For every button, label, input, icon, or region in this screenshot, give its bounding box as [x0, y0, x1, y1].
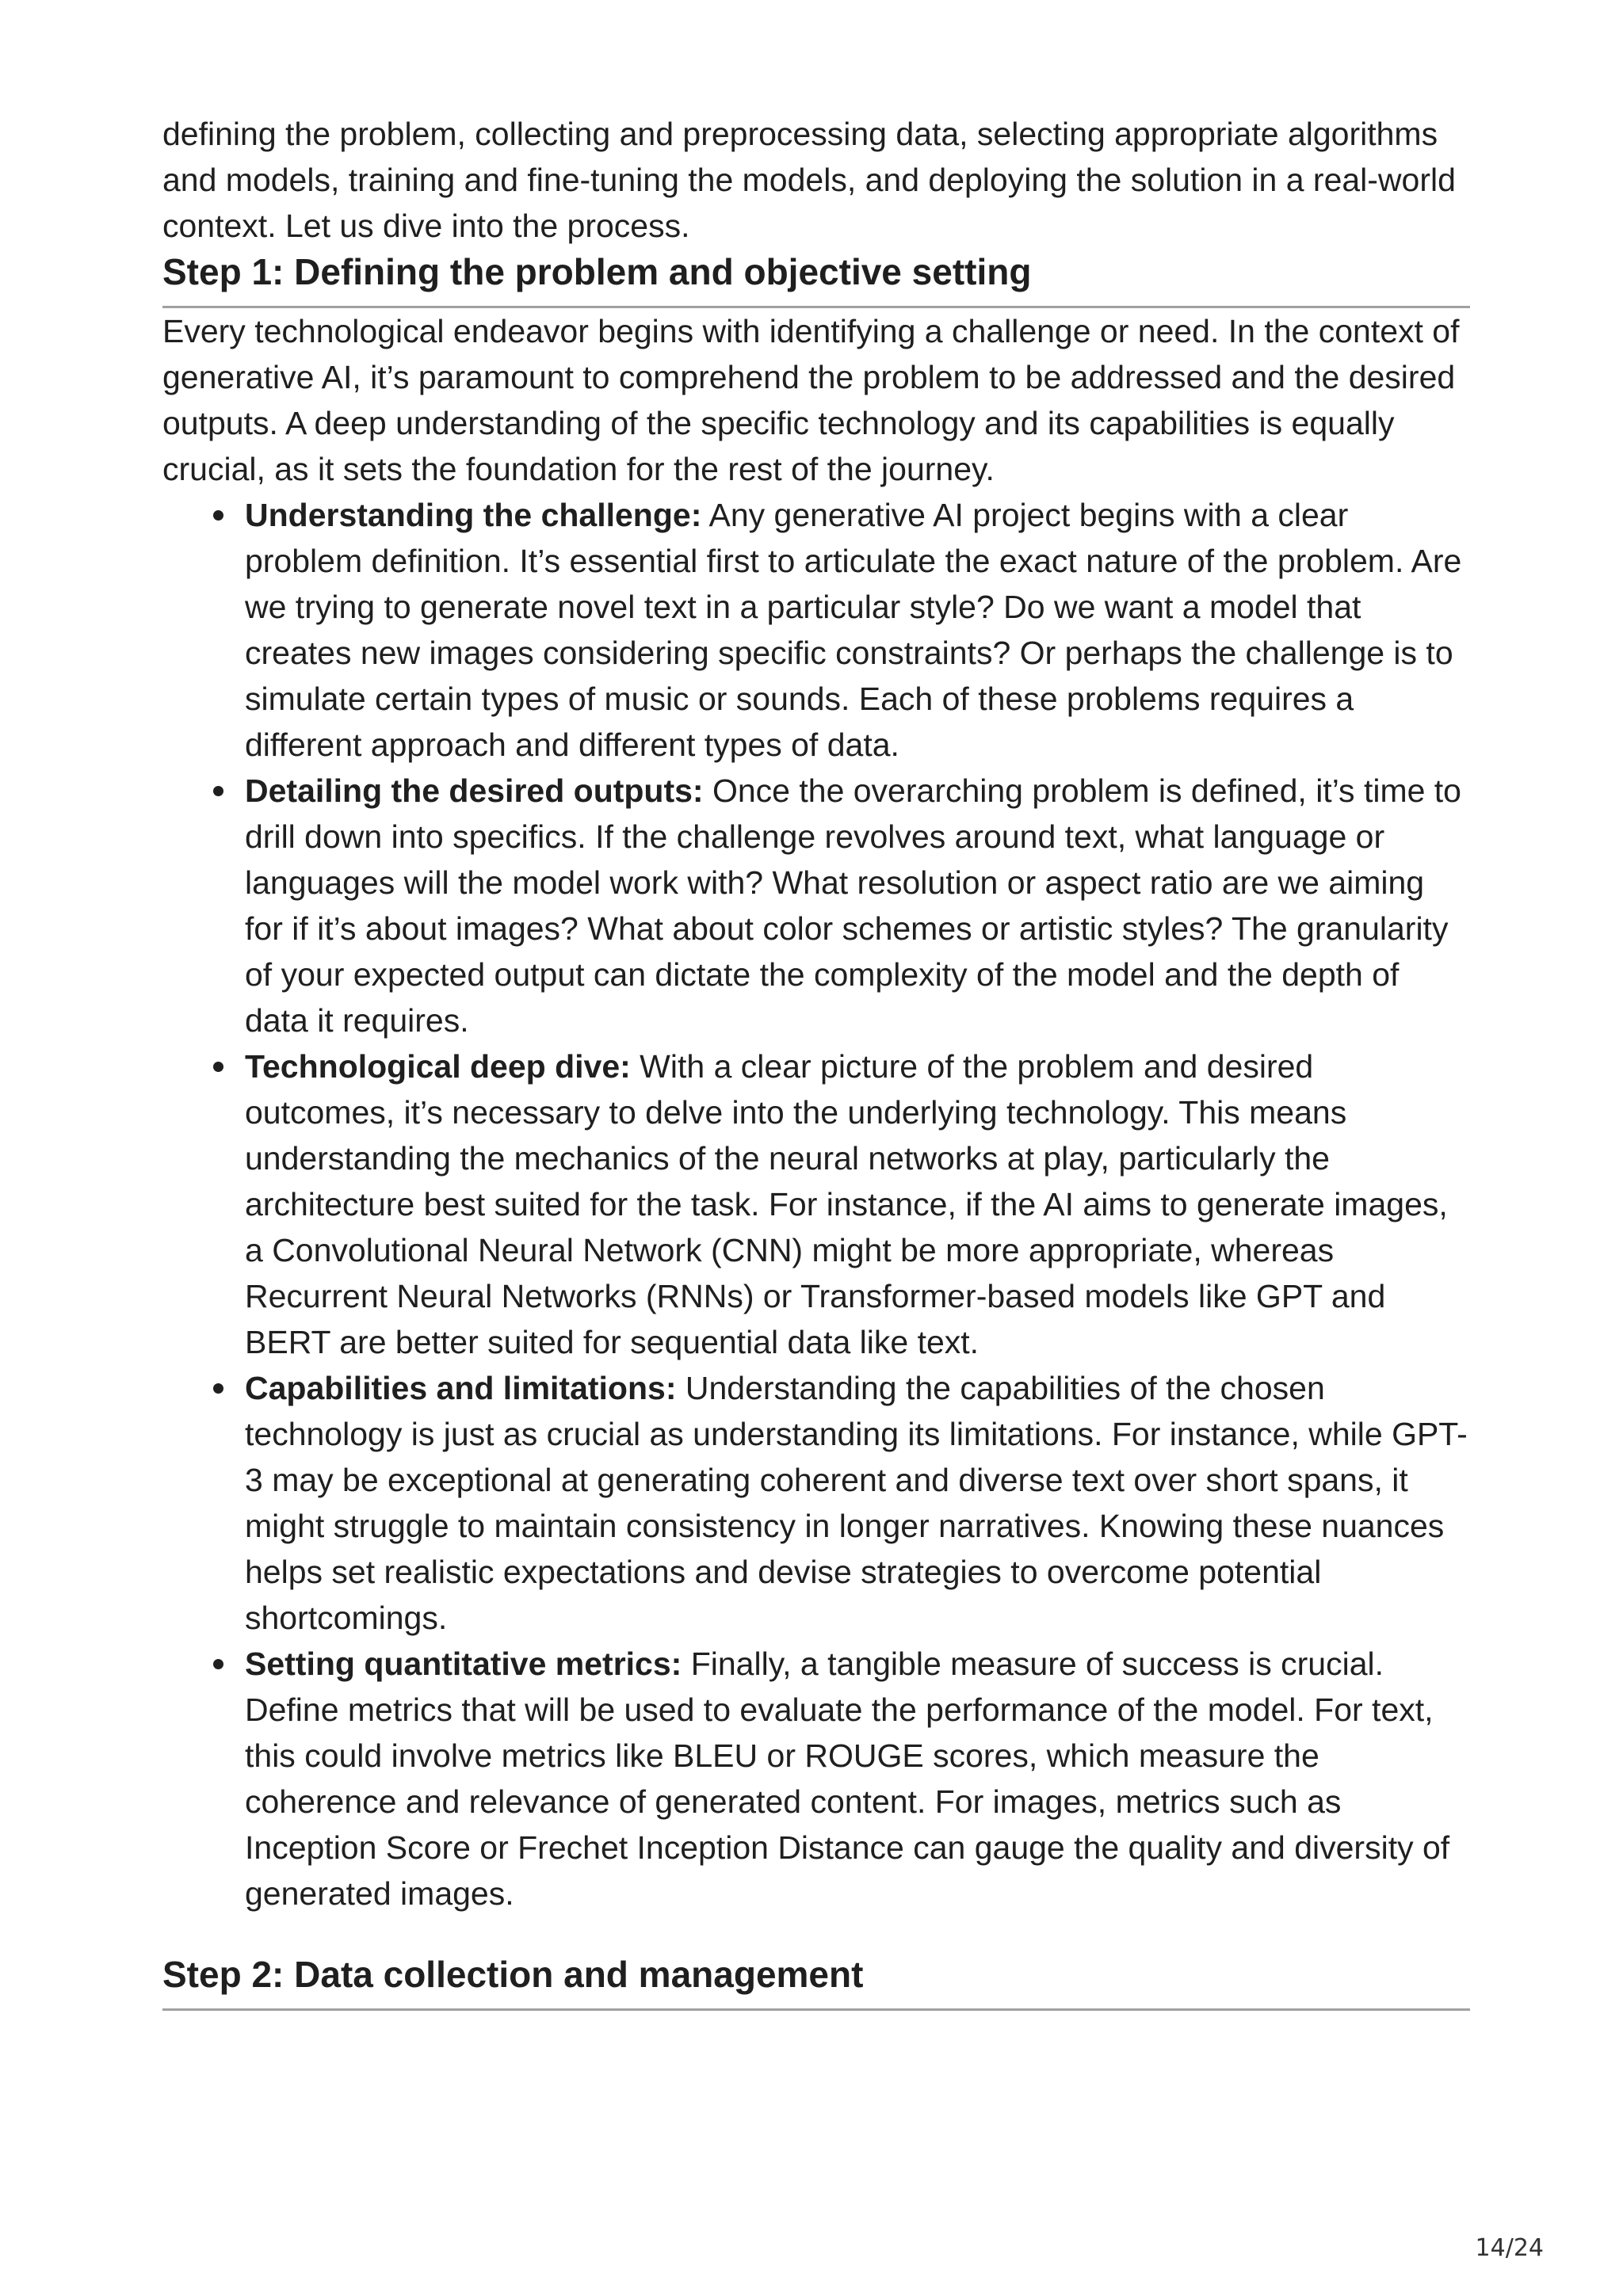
list-item — [162, 492, 1470, 768]
list-item — [162, 1365, 1470, 1641]
bullet-term: Setting quantitative metrics: — [245, 1646, 682, 1682]
step1-paragraph: Every technological endeavor begins with identifying a challenge or need. In the context of generative AI, it’s paramount to comprehend the problem to be addressed and the desired outputs. A deep understanding of the specific technology and its capabilities is equally crucial, as it sets the foundation for the rest of the journey. — [162, 313, 1460, 487]
bullet-dot-icon — [213, 510, 223, 521]
step1-heading: Step 1: Defining the problem and objective setting — [162, 249, 1470, 308]
list-item — [162, 768, 1470, 1043]
step1-bullet-list — [162, 492, 1470, 1917]
bullet-term: Capabilities and limitations: — [245, 1370, 677, 1406]
bullet-text: Finally, a tangible measure of success is crucial. Define metrics that will be used to evaluate the performance of the model. For text, this could involve metrics like BLEU or ROUGE scores, which measure the coherence and relevance of generated content. For images, metrics such as Inception Score or Frechet Inception Distance can gauge the quality and diversity of generated images. — [245, 1646, 1450, 1912]
document-page — [162, 111, 1470, 2011]
bullet-dot-icon — [213, 786, 223, 796]
list-item — [162, 1641, 1470, 1917]
bullet-term: Understanding the challenge: — [245, 497, 702, 533]
bullet-text: Understanding the capabilities of the chosen technology is just as crucial as understanding its limitations. For instance, while GPT-3 may be exceptional at generating coherent and diverse text over short spans, it might struggle to maintain consistency in longer narratives. Knowing these nuances helps set realistic expectations and devise strategies to overcome potential shortcomings. — [245, 1370, 1468, 1636]
list-item — [162, 1043, 1470, 1365]
bullet-text: Any generative AI project begins with a clear problem definition. It’s essential first to articulate the exact nature of the problem. Are we trying to generate novel text in a particular style? Do we want a model that creates new images considering specific constraints? Or perhaps the challenge is to simulate certain types of music or sounds. Each of these problems requires a different approach and different types of data. — [245, 497, 1462, 763]
bullet-dot-icon — [213, 1659, 223, 1669]
bullet-term: Technological deep dive: — [245, 1048, 631, 1085]
bullet-dot-icon — [213, 1383, 223, 1394]
bullet-term: Detailing the desired outputs: — [245, 772, 704, 809]
page-number: 14/24 — [1475, 2234, 1544, 2262]
bullet-text: Once the overarching problem is defined, it’s time to drill down into specifics. If the challenge revolves around text, what language or languages will the model work with? What resolution or aspect ratio are we aiming for if it’s about images? What about color schemes or artistic styles? The granularity of your expected output can dictate the complexity of the model and the depth of data it requires. — [245, 772, 1461, 1039]
bullet-text: With a clear picture of the problem and desired outcomes, it’s necessary to delve into the underlying technology. This means understanding the mechanics of the neural networks at play, particularly the architecture best suited for the task. For instance, if the AI aims to generate images, a Convolutional Neural Network (CNN) might be more appropriate, whereas Recurrent Neural Networks (RNNs) or Transformer-based models like GPT and BERT are better suited for sequential data like text. — [245, 1048, 1448, 1360]
step2-heading: Step 2: Data collection and management — [162, 1951, 1470, 2011]
intro-paragraph: defining the problem, collecting and preprocessing data, selecting appropriate algorithms and models, training and fine-tuning the models, and deploying the solution in a real-world context. Let us dive into the process. — [162, 116, 1456, 244]
bullet-dot-icon — [213, 1062, 223, 1072]
